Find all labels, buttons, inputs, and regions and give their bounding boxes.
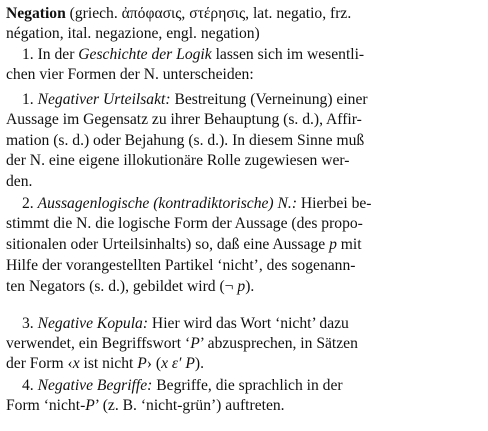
point-2-text: Hierbei be-	[297, 195, 372, 212]
variable-P: P	[85, 397, 95, 414]
point-1-text: den.	[6, 173, 33, 190]
point-3-text: der Form ‹	[6, 355, 73, 372]
section-1-text: chen vier Formen der N. unterscheiden:	[6, 66, 254, 83]
point-number: 2.	[22, 195, 38, 212]
formula: x ε′ P	[161, 355, 195, 372]
section-1-term: Geschichte der Logik	[78, 46, 212, 63]
point-4-term: Negative Begriffe:	[37, 377, 153, 394]
point-3-text: ’ abzusprechen, in Sätzen	[199, 335, 358, 352]
variable-P: P	[137, 355, 147, 372]
point-1-line-5	[6, 172, 32, 192]
point-2-text: stimmt die N. die logische Form der Aussage (des propo-	[6, 215, 363, 232]
point-1-text: mation (s. d.) oder Bejahung (s. d.). In diesem Sinne muß	[6, 132, 365, 149]
point-2-line-2	[6, 214, 363, 234]
variable-x: x	[72, 355, 80, 372]
point-3-text: verwendet, ein Begriffswort ‘	[6, 335, 191, 352]
point-3-text: ).	[194, 355, 204, 372]
section-1-text: 1. In der	[22, 46, 79, 63]
point-1-line-2	[6, 110, 362, 130]
point-2-line-1	[22, 194, 371, 214]
etymology-line-1: (griech. ἀπόφασις, στέρησις, lat. negatio, frz.	[65, 5, 352, 22]
point-1-text: Aussage im Gegensatz zu ihrer Behauptung (s. d.), Affir-	[6, 111, 362, 128]
point-1-text: Bestreitung (Verneinung) einer	[170, 91, 368, 108]
variable-p: p	[329, 236, 337, 253]
point-2-text: sitionalen oder Urteilsinhalts) so, daß eine Aussage	[6, 236, 330, 253]
variable-p: p	[237, 278, 246, 295]
point-2-line-3	[6, 235, 362, 255]
point-3-line-1	[22, 314, 349, 334]
point-3-text: Hier wird das Wort ‘nicht’ dazu	[148, 315, 349, 332]
section-1-line-1	[22, 45, 364, 65]
point-2-line-5	[6, 277, 254, 297]
point-4-text: Begriffe, die sprachlich in der	[152, 377, 343, 394]
point-3-text: › (	[146, 355, 162, 372]
entry-line-2	[6, 24, 260, 44]
point-number: 1.	[22, 91, 38, 108]
point-3-text: ist nicht	[79, 355, 138, 372]
point-2-text: ).	[245, 278, 255, 295]
point-3-line-2	[6, 334, 358, 354]
point-2-text: Hilfe der vorangestellten Partikel ‘nicht’, des sogenann-	[6, 257, 356, 274]
entry-line-1	[6, 4, 351, 24]
point-4-text: ’ (z. B. ‘nicht-grün’) auftreten.	[94, 397, 285, 414]
point-2-text: mit	[336, 236, 362, 253]
point-3-term: Negative Kopula:	[37, 315, 149, 332]
entry-headword: Negation	[6, 5, 66, 22]
point-2-line-4	[6, 256, 355, 276]
point-2-term: Aussagenlogische (kontradiktorische) N.:	[37, 195, 298, 212]
point-1-term: Negativer Urteilsakt:	[37, 91, 171, 108]
point-4-line-2	[6, 396, 285, 416]
etymology-line-2: négation, ital. negazione, engl. negation)	[6, 25, 260, 42]
point-4-text: Form ‘nicht-	[6, 397, 86, 414]
point-2-text: ten Negators (s. d.), gebildet wird (¬	[6, 278, 238, 295]
point-number: 4.	[22, 377, 38, 394]
point-1-line-3	[6, 131, 364, 151]
point-3-line-3	[6, 354, 204, 374]
section-1-text: lassen sich im wesentli-	[211, 46, 365, 63]
point-1-line-1	[22, 90, 368, 110]
section-1-line-2	[6, 65, 254, 85]
point-4-line-1	[22, 376, 343, 396]
point-1-text: der N. eine eigene illokutionäre Rolle zugewiesen wer-	[6, 152, 350, 169]
point-number: 3.	[22, 315, 38, 332]
variable-P: P	[190, 335, 200, 352]
point-1-line-4	[6, 151, 349, 171]
